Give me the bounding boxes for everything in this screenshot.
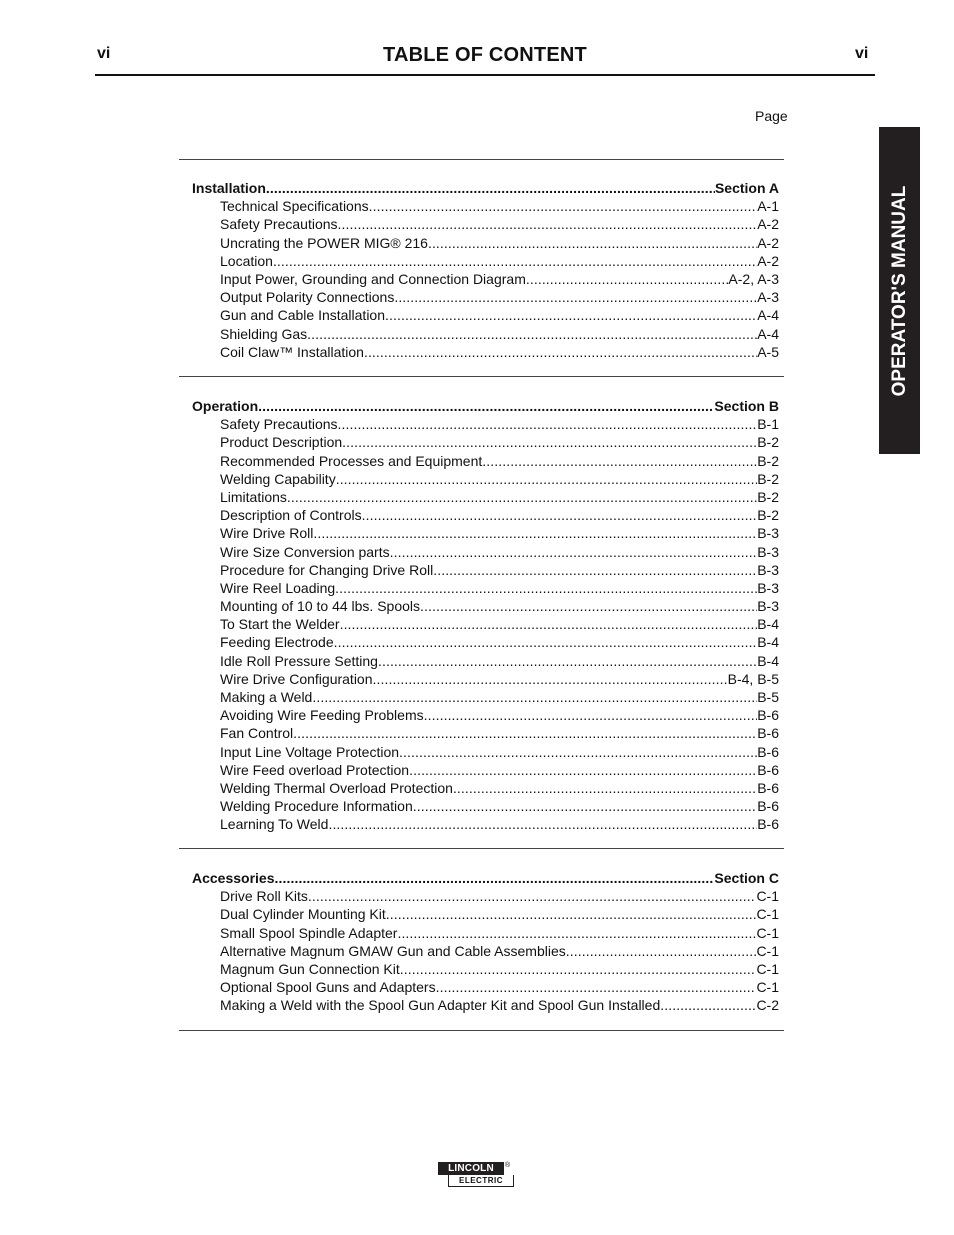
toc-entry-label: Wire Drive Roll <box>220 525 314 542</box>
dot-leader <box>399 743 757 761</box>
dot-leader <box>307 325 757 343</box>
toc-entry-page: B-2 <box>757 470 779 487</box>
dot-leader <box>378 652 757 670</box>
dot-leader <box>390 543 758 561</box>
toc-section-installation <box>192 179 779 361</box>
dot-leader <box>373 670 728 688</box>
toc-entry-label: Feeding Electrode <box>220 634 334 651</box>
toc-entry-page: B-2 <box>757 488 779 505</box>
dot-leader <box>328 815 757 833</box>
toc-entry-label: Wire Feed overload Protection <box>220 761 410 778</box>
dot-leader <box>526 270 729 288</box>
toc-entry[interactable] <box>192 433 779 451</box>
toc-entry-page: C-2 <box>756 997 779 1014</box>
toc-entry[interactable] <box>192 724 779 742</box>
toc-entry[interactable] <box>192 270 779 288</box>
toc-entry[interactable] <box>192 415 779 433</box>
dot-leader <box>369 197 758 215</box>
toc-entry-page: A-4 <box>757 325 779 342</box>
toc-entry-page: A-4 <box>757 307 779 324</box>
toc-entry-label: Welding Capability <box>220 470 336 487</box>
toc-section-page: Section A <box>714 180 779 196</box>
toc-entry-page: A-1 <box>757 198 779 215</box>
dot-leader <box>394 288 757 306</box>
toc-entry[interactable] <box>192 743 779 761</box>
toc-entry-label: Gun and Cable Installation <box>220 307 385 324</box>
toc-entry[interactable] <box>192 452 779 470</box>
toc-entry-label: Small Spool Spindle Adapter <box>220 924 398 941</box>
toc-entry-page: C-1 <box>756 906 779 923</box>
toc-entry-label: Limitations <box>220 488 287 505</box>
lincoln-electric-logo <box>438 1162 514 1189</box>
toc-entry[interactable] <box>192 524 779 542</box>
toc-entry[interactable] <box>192 561 779 579</box>
dot-leader <box>386 905 757 923</box>
toc-entry[interactable] <box>192 470 779 488</box>
toc-section-page: Section C <box>714 870 779 886</box>
toc-entry-label: Input Power, Grounding and Connection Diagram <box>220 270 526 287</box>
section-divider <box>179 159 784 160</box>
toc-entry-label: Wire Drive Configuration <box>220 670 373 687</box>
toc-entry[interactable] <box>192 960 779 978</box>
dot-leader <box>258 397 714 415</box>
dot-leader <box>313 524 757 542</box>
toc-entry-page: A-3 <box>757 289 779 306</box>
toc-entry-label: Alternative Magnum GMAW Gun and Cable Assemblies <box>220 942 566 959</box>
toc-entry-label: Dual Cylinder Mounting Kit <box>220 906 386 923</box>
dot-leader <box>275 869 715 887</box>
toc-entry[interactable] <box>192 688 779 706</box>
section-divider <box>179 1030 784 1031</box>
dot-leader <box>336 470 758 488</box>
dot-leader <box>293 724 757 742</box>
toc-entry[interactable] <box>192 887 779 905</box>
toc-entry-page: B-4 <box>757 652 779 669</box>
toc-entry-page: B-5 <box>757 689 779 705</box>
toc-entry-page: B-6 <box>757 761 779 778</box>
toc-entry[interactable] <box>192 815 779 833</box>
toc-entry-page: B-4, B-5 <box>727 670 779 687</box>
toc-entry[interactable] <box>192 706 779 724</box>
toc-entry-label: To Start the Welder <box>220 616 340 633</box>
toc-section-accessories <box>192 869 779 1015</box>
toc-entry-label: Avoiding Wire Feeding Problems <box>220 707 424 724</box>
toc-entry-label: Fan Control <box>220 725 294 742</box>
toc-entry-label: Safety Precautions <box>220 416 338 433</box>
toc-entry-page: B-4 <box>757 616 779 633</box>
toc-entry[interactable] <box>192 215 779 233</box>
toc-entry-page: A-5 <box>757 343 779 360</box>
toc-entry-label: Wire Size Conversion parts <box>220 543 390 560</box>
toc-entry[interactable] <box>192 652 779 670</box>
dot-leader <box>400 960 757 978</box>
toc-entry-page: B-3 <box>757 598 779 615</box>
toc-entry-page: C-1 <box>756 942 779 959</box>
toc-entry-page: B-2 <box>757 452 779 469</box>
dot-leader <box>287 488 757 506</box>
operators-manual-tab[interactable] <box>879 127 920 454</box>
toc-entry[interactable] <box>192 252 779 270</box>
toc-entry-page: B-6 <box>757 725 779 742</box>
toc-entry[interactable] <box>192 488 779 506</box>
toc-entry-label: Making a Weld <box>220 689 313 705</box>
toc-section-heading[interactable] <box>192 869 779 887</box>
toc-entry-label: Making a Weld with the Spool Gun Adapter Kit and Spool Gun Installed <box>220 997 661 1014</box>
toc-entry[interactable] <box>192 579 779 597</box>
dot-leader <box>364 343 757 361</box>
dot-leader <box>362 506 758 524</box>
header-page-number-right: vi <box>855 45 869 62</box>
toc-entry-label: Uncrating the POWER MIG® 216 <box>220 234 428 251</box>
dot-leader <box>385 306 757 324</box>
toc-entry[interactable] <box>192 288 779 306</box>
toc-entry-page: C-1 <box>756 979 779 996</box>
dot-leader <box>413 797 757 815</box>
toc-entry-label: Welding Thermal Overload Protection <box>220 779 453 796</box>
toc-entry-label: Optional Spool Guns and Adapters <box>220 979 436 996</box>
toc-entry-page: B-1 <box>757 416 779 433</box>
toc-entry-page: A-2 <box>757 234 779 251</box>
toc-entry-label: Input Line Voltage Protection <box>220 743 400 760</box>
toc-section-page: Section B <box>714 398 779 414</box>
toc-entry-label: Mounting of 10 to 44 lbs. Spools <box>220 598 421 615</box>
toc-entry[interactable] <box>192 543 779 561</box>
toc-entry-page: B-6 <box>757 707 779 724</box>
logo-bottom-text: ELECTRIC <box>448 1175 514 1187</box>
dot-leader <box>660 996 756 1014</box>
section-divider <box>179 376 784 377</box>
dot-leader <box>482 452 757 470</box>
dot-leader <box>338 415 758 433</box>
toc-entry[interactable] <box>192 633 779 651</box>
dot-leader <box>342 433 757 451</box>
toc-entry-label: Drive Roll Kits <box>220 888 308 905</box>
toc-entry-label: Location <box>220 252 273 269</box>
toc-entry-label: Coil Claw™ Installation <box>220 343 364 360</box>
toc-entry-page: B-3 <box>757 561 779 578</box>
toc-entry[interactable] <box>192 234 779 252</box>
toc-entry[interactable] <box>192 615 779 633</box>
toc-entry-label: Product Description <box>220 434 343 451</box>
toc-entry-page: B-6 <box>757 816 779 833</box>
toc-entry-page: B-4 <box>757 634 779 651</box>
toc-entry-label: Output Polarity Connections <box>220 289 395 306</box>
toc-entry-label: Technical Specifications <box>220 198 369 215</box>
toc-entry[interactable] <box>192 905 779 923</box>
toc-entry-page: B-3 <box>757 525 779 542</box>
dot-leader <box>409 761 757 779</box>
toc-entry[interactable] <box>192 325 779 343</box>
header-rule <box>95 74 875 76</box>
toc-section-title: Installation <box>192 180 266 196</box>
dot-leader <box>312 688 757 706</box>
section-divider <box>179 848 784 849</box>
dot-leader <box>453 779 757 797</box>
dot-leader <box>433 561 757 579</box>
toc-entry-page: B-2 <box>757 434 779 451</box>
dot-leader <box>338 215 758 233</box>
toc-section-title: Operation <box>192 398 259 414</box>
toc-entry-label: Description of Controls <box>220 507 362 524</box>
toc-section-operation <box>192 397 779 834</box>
toc-entry-label: Idle Roll Pressure Setting <box>220 652 378 669</box>
page-column-label: Page <box>755 108 788 124</box>
toc-entry[interactable] <box>192 506 779 524</box>
dot-leader <box>335 579 757 597</box>
dot-leader <box>428 234 757 252</box>
toc-entry-page: B-2 <box>757 507 779 524</box>
toc-entry-label: Learning To Weld <box>220 816 329 833</box>
toc-section-heading[interactable] <box>192 179 779 197</box>
toc-entry-page: A-2 <box>757 216 779 233</box>
toc-entry[interactable] <box>192 779 779 797</box>
toc-entry-page: A-2, A-3 <box>728 270 779 287</box>
toc-entry-page: B-3 <box>757 543 779 560</box>
toc-entry-label: Wire Reel Loading <box>220 579 336 596</box>
dot-leader <box>308 887 757 905</box>
toc-entry-label: Shielding Gas <box>220 325 308 342</box>
toc-entry-label: Welding Procedure Information <box>220 798 413 815</box>
page-title: TABLE OF CONTENT <box>383 44 587 66</box>
toc-section-heading[interactable] <box>192 397 779 415</box>
toc-entry-label: Magnum Gun Connection Kit <box>220 960 400 977</box>
toc-entry-page: B-3 <box>757 579 779 596</box>
toc-entry[interactable] <box>192 670 779 688</box>
toc-entry-page: C-1 <box>756 924 779 941</box>
toc-entry-page: B-6 <box>757 743 779 760</box>
dot-leader <box>424 706 758 724</box>
dot-leader <box>397 924 756 942</box>
toc-entry[interactable] <box>192 942 779 960</box>
dot-leader <box>266 179 715 197</box>
toc-entry-page: A-2 <box>757 252 779 269</box>
toc-entry[interactable] <box>192 306 779 324</box>
dot-leader <box>334 633 758 651</box>
toc-entry-label: Procedure for Changing Drive Roll <box>220 561 434 578</box>
toc-entry[interactable] <box>192 996 779 1014</box>
toc-entry[interactable] <box>192 761 779 779</box>
toc-entry-page: C-1 <box>756 888 779 905</box>
dot-leader <box>566 942 757 960</box>
dot-leader <box>273 252 757 270</box>
toc-section-title: Accessories <box>192 870 275 886</box>
dot-leader <box>436 978 757 996</box>
toc-entry[interactable] <box>192 978 779 996</box>
toc-entry-page: C-1 <box>756 960 779 977</box>
toc-entry[interactable] <box>192 797 779 815</box>
dot-leader <box>420 597 757 615</box>
toc-entry-label: Safety Precautions <box>220 216 338 233</box>
toc-entry[interactable] <box>192 597 779 615</box>
logo-top-text: LINCOLN <box>438 1162 504 1175</box>
dot-leader <box>340 615 758 633</box>
header-page-number-left: vi <box>97 45 111 62</box>
logo-registered-mark: ® <box>505 1162 511 1169</box>
operators-manual-tab-label: OPERATOR'S MANUAL <box>888 185 910 396</box>
toc-entry-page: B-6 <box>757 798 779 815</box>
toc-entry[interactable] <box>192 343 779 361</box>
toc-entry-page: B-6 <box>757 779 779 796</box>
toc-entry[interactable] <box>192 924 779 942</box>
toc-entry-label: Recommended Processes and Equipment <box>220 452 483 469</box>
toc-entry[interactable] <box>192 197 779 215</box>
